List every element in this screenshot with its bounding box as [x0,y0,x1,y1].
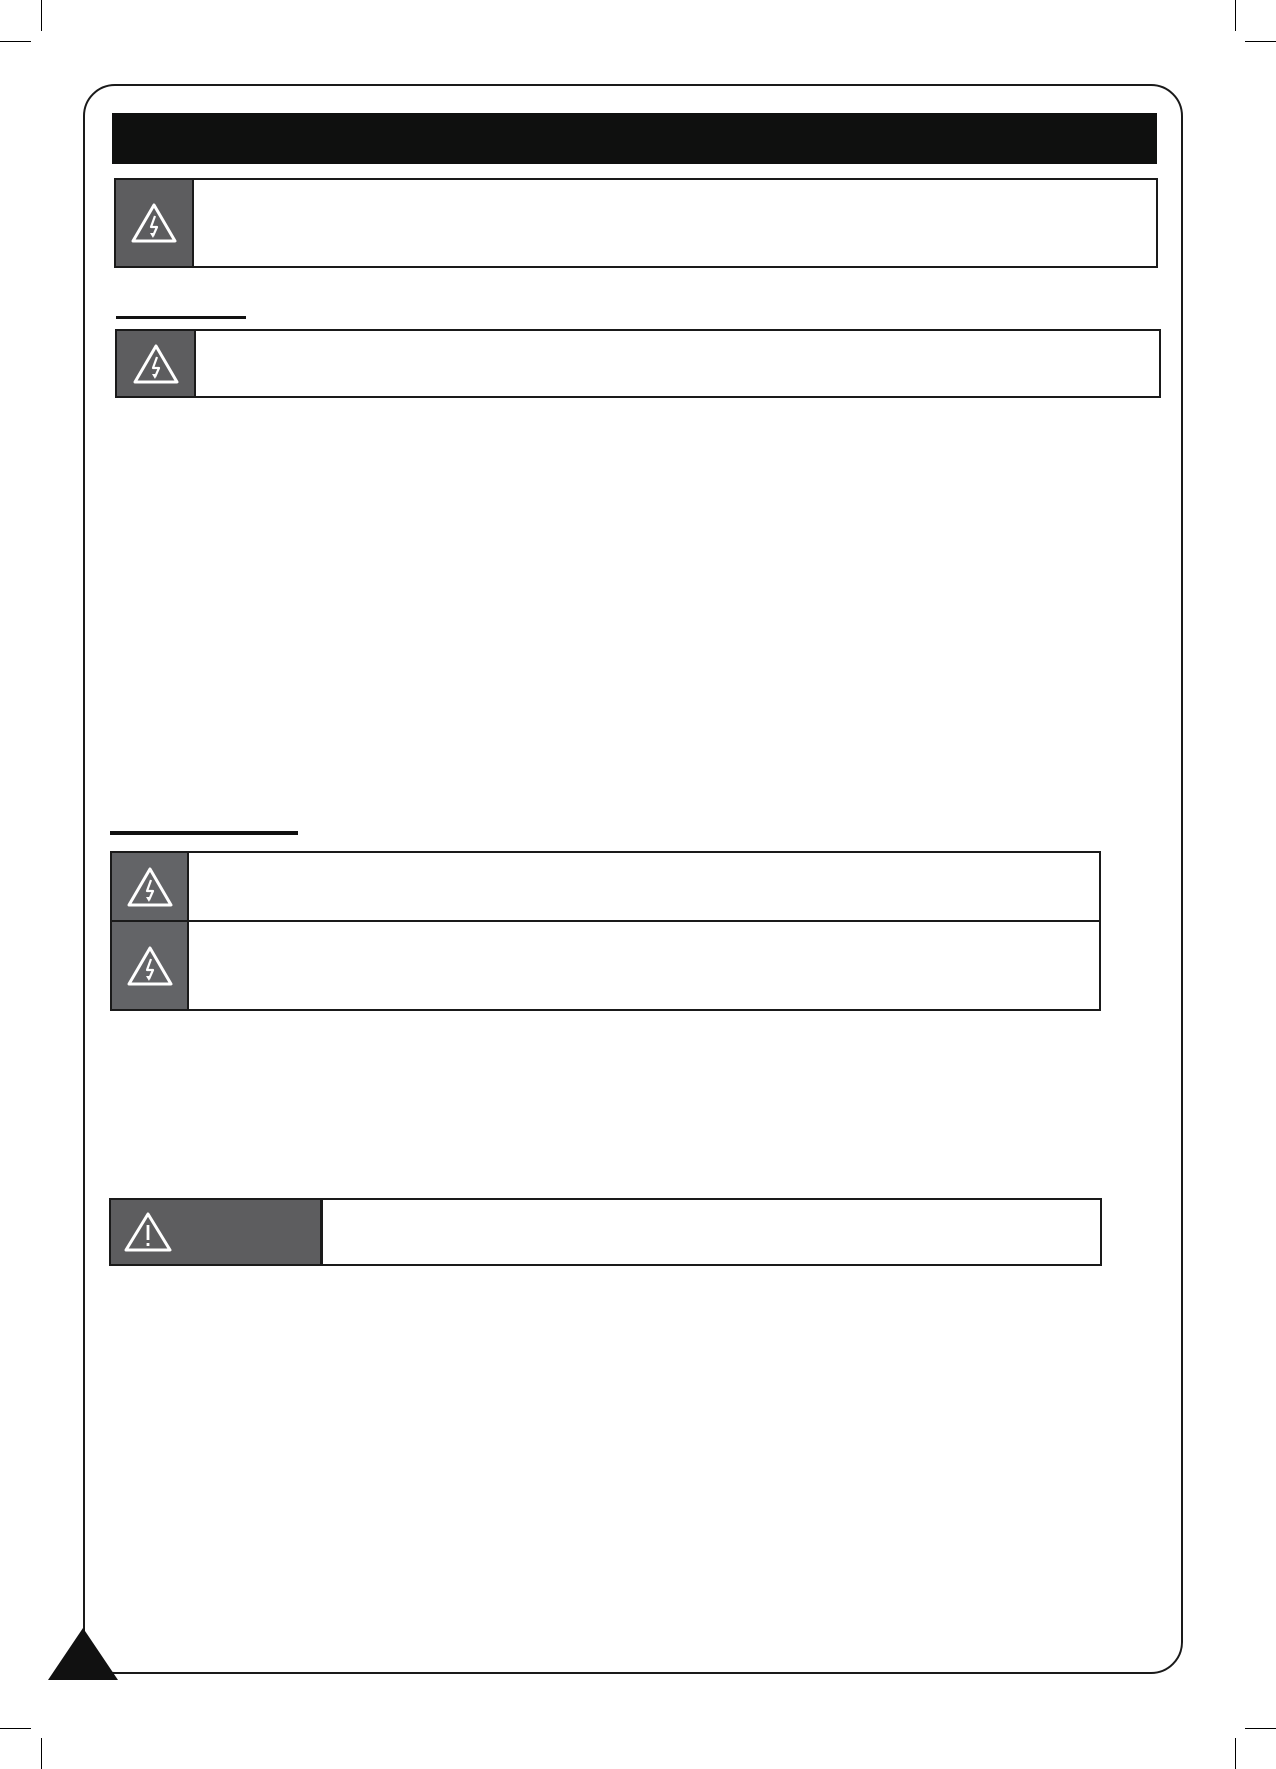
caution-icon-cell [111,1200,323,1264]
electric-shock-warning-icon [126,945,174,987]
crop-mark [1245,1728,1276,1729]
electric-shock-warning-icon [126,866,174,908]
warning-text [189,853,1099,920]
subsection-rule [116,316,246,319]
warning-icon-cell [112,853,189,920]
warning-text [196,331,1159,396]
warning-icon-cell [117,331,196,396]
caution-text [326,1200,1100,1264]
crop-mark [1235,1738,1236,1769]
electric-shock-warning-icon [132,343,180,385]
warning-box-1 [114,178,1158,268]
warning-box-3 [110,851,1101,1011]
crop-mark [0,41,31,42]
warning-text [194,180,1156,266]
caution-box [109,1198,1102,1266]
caution-exclamation-icon [123,1211,173,1253]
electric-shock-warning-icon [130,202,178,244]
subsection-rule [110,831,298,835]
crop-mark [1245,41,1276,42]
crop-mark [0,1728,31,1729]
section-header-bar [112,113,1157,164]
warning-box-2 [115,329,1161,398]
warning-icon-cell [116,180,194,266]
crop-mark [41,1738,42,1769]
warning-icon-cell [112,922,189,1009]
crop-mark [1235,0,1236,31]
crop-mark [41,0,42,31]
warning-text [189,922,1099,1009]
page-corner-triangle [48,1628,118,1680]
